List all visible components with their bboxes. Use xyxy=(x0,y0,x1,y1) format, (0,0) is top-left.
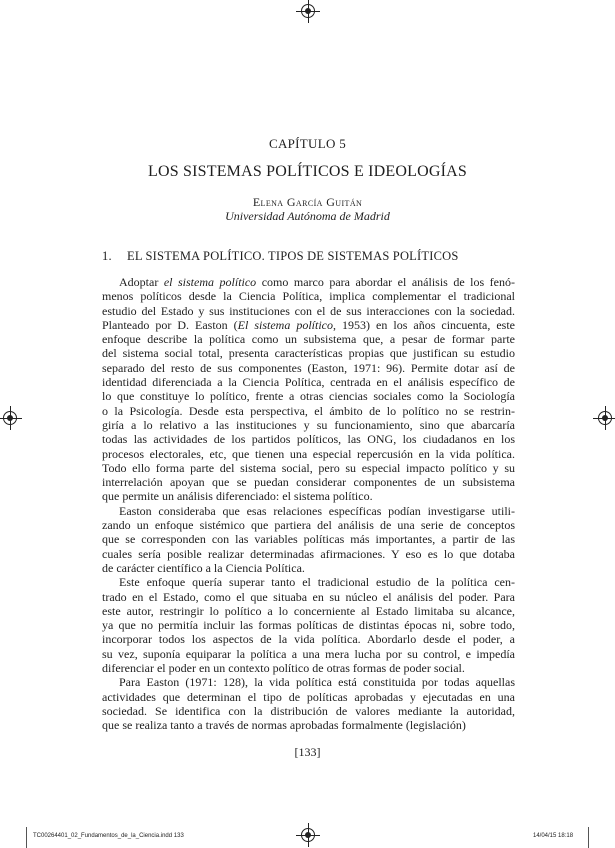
text-line xyxy=(102,318,515,332)
text-line xyxy=(102,275,515,289)
text-segment: trado en el Estado, como el que situaba en su núcleo el análisis del poder. Para xyxy=(102,589,515,604)
text-segment: como marco para abordar el análisis de los fenó- xyxy=(256,275,515,289)
text-line xyxy=(102,647,515,661)
text-line xyxy=(102,461,515,475)
text-line xyxy=(102,547,515,561)
text-line xyxy=(102,704,515,718)
text-line xyxy=(102,432,515,446)
text-segment: Todo ello forma parte del sistema social, pero su especial impacto político y su xyxy=(102,460,515,475)
text-segment: o la Psicología. Desde esta perspectiva, el ámbito de lo político no se restrin- xyxy=(102,403,515,418)
author-affiliation: Universidad Autónoma de Madrid xyxy=(225,209,390,223)
registration-mark-bottom xyxy=(301,828,315,842)
italic-text: el sistema político xyxy=(163,275,257,289)
italic-text: El sistema político xyxy=(237,317,334,332)
text-segment: zando un enfoque sistémico que partiera del análisis de una serie de conceptos xyxy=(102,518,515,533)
section-heading xyxy=(102,249,459,264)
text-segment: actividades que determinan el tipo de políticas aprobadas y ejecutadas en una xyxy=(102,689,515,704)
text-line xyxy=(102,604,515,618)
section-number: 1. xyxy=(102,249,112,263)
text-line xyxy=(102,447,515,461)
text-segment: interrelación apoyan que se puedan considerar componentes de un subsistema xyxy=(102,475,515,490)
text-segment: de carácter científico a la Ciencia Política. xyxy=(102,560,305,575)
author-name: Elena García Guitán xyxy=(252,195,363,209)
footer-file-info: TC00264401_02_Fundamentos_de_la_Ciencia.indd 133 xyxy=(33,833,184,839)
text-segment: Easton consideraba que esas relaciones específicas podían investigarse utili- xyxy=(119,503,515,518)
text-segment: lo que constituye lo político, frente a otras ciencias sociales como la Sociología xyxy=(102,389,515,404)
text-segment: sociedad. Se identifica con la distribución de valores mediante la autoridad, xyxy=(102,703,515,718)
page-number: [133] xyxy=(294,745,321,759)
text-line xyxy=(102,618,515,632)
text-segment: su vez, suponía equiparar la política a una mera lucha por su control, e impedía xyxy=(102,646,515,661)
text-line xyxy=(102,332,515,346)
text-segment: este autor, restringir lo político a lo concerniente al Estado limitaba su alcance, xyxy=(102,603,515,618)
text-segment: procesos electorales, etc, que tienen una especial repercusión en la vida política. xyxy=(102,446,515,461)
text-segment: diferenciar el poder en un contexto político de otras formas de poder social. xyxy=(102,661,465,676)
text-segment: Planteado por D. Easton ( xyxy=(102,317,238,332)
text-segment: Adoptar xyxy=(119,275,164,289)
registration-mark-top xyxy=(301,4,315,18)
text-segment: que permite un análisis diferenciado: el sistema político. xyxy=(102,489,373,504)
text-segment: que se realiza tanto a través de normas aprobadas formalmente (legislación) xyxy=(102,718,466,733)
text-line xyxy=(102,504,515,518)
section-title: EL SISTEMA POLÍTICO. TIPOS DE SISTEMAS POLÍTICOS xyxy=(127,249,459,263)
text-line xyxy=(102,561,515,575)
text-line xyxy=(102,575,515,589)
text-line xyxy=(102,675,515,689)
text-segment: separado del resto de sus componentes (Easton, 1971: 96). Permite dotar así de xyxy=(102,360,515,375)
text-line xyxy=(102,389,515,403)
text-line xyxy=(102,632,515,646)
text-segment: Para Easton (1971: 128), la vida política está constituida por todas aquellas xyxy=(119,675,515,690)
text-segment: que se corresponden con las variables políticas más importantes, a partir de las xyxy=(102,532,515,547)
registration-mark-left xyxy=(3,411,17,425)
text-line xyxy=(102,690,515,704)
text-line xyxy=(102,718,515,732)
text-line xyxy=(102,346,515,360)
text-segment: incorporar todos los aspectos de la vida política. Abordarlo desde el poder, a xyxy=(102,632,515,647)
text-segment: , 1953) en los años cincuenta, este xyxy=(333,317,516,332)
text-segment: menos políticos desde la Ciencia Política, implica complementar el tradicional xyxy=(102,289,515,304)
text-segment: giría a lo relativo a las instituciones y su funcionamiento, sino que abarcaría xyxy=(102,417,515,432)
registration-mark-right xyxy=(598,411,612,425)
text-line xyxy=(102,518,515,532)
text-line xyxy=(102,404,515,418)
text-line xyxy=(102,304,515,318)
text-segment: estudio del Estado y sus instituciones con el de sus interacciones con la sociedad. xyxy=(102,303,515,318)
text-line xyxy=(102,418,515,432)
crop-mark-left xyxy=(26,827,27,848)
text-line xyxy=(102,489,515,503)
text-segment: enfoque describe la política como un subsistema que, a pesar de formar parte xyxy=(102,332,515,347)
text-segment: del sistema social total, presenta características propias que justifican su estudio xyxy=(102,346,515,361)
footer-date: 14/04/15 18:18 xyxy=(533,833,574,839)
body-text xyxy=(102,275,515,733)
text-line xyxy=(102,361,515,375)
text-segment: Este enfoque quería superar tanto el tradicional estudio de la política cen- xyxy=(119,575,515,590)
text-line xyxy=(102,475,515,489)
crop-mark-right xyxy=(588,827,589,848)
chapter-label: CAPÍTULO 5 xyxy=(268,136,347,151)
text-segment: identidad diferenciada a la Ciencia Política, centrada en el análisis específico de xyxy=(102,375,515,390)
text-line xyxy=(102,532,515,546)
chapter-title: LOS SISTEMAS POLÍTICOS E IDEOLOGÍAS xyxy=(147,163,467,180)
text-segment: todas las actividades de los partidos políticos, las ONG, los ciudadanos en los xyxy=(102,432,515,447)
text-segment: ya que no permitía incluir las formas políticas de distintas épocas ni, sobre todo, xyxy=(102,618,515,633)
text-line xyxy=(102,289,515,303)
text-line xyxy=(102,375,515,389)
text-line xyxy=(102,661,515,675)
text-line xyxy=(102,590,515,604)
text-segment: cuales sería posible realizar determinadas afirmaciones. Y eso es lo que dotaba xyxy=(102,546,515,561)
